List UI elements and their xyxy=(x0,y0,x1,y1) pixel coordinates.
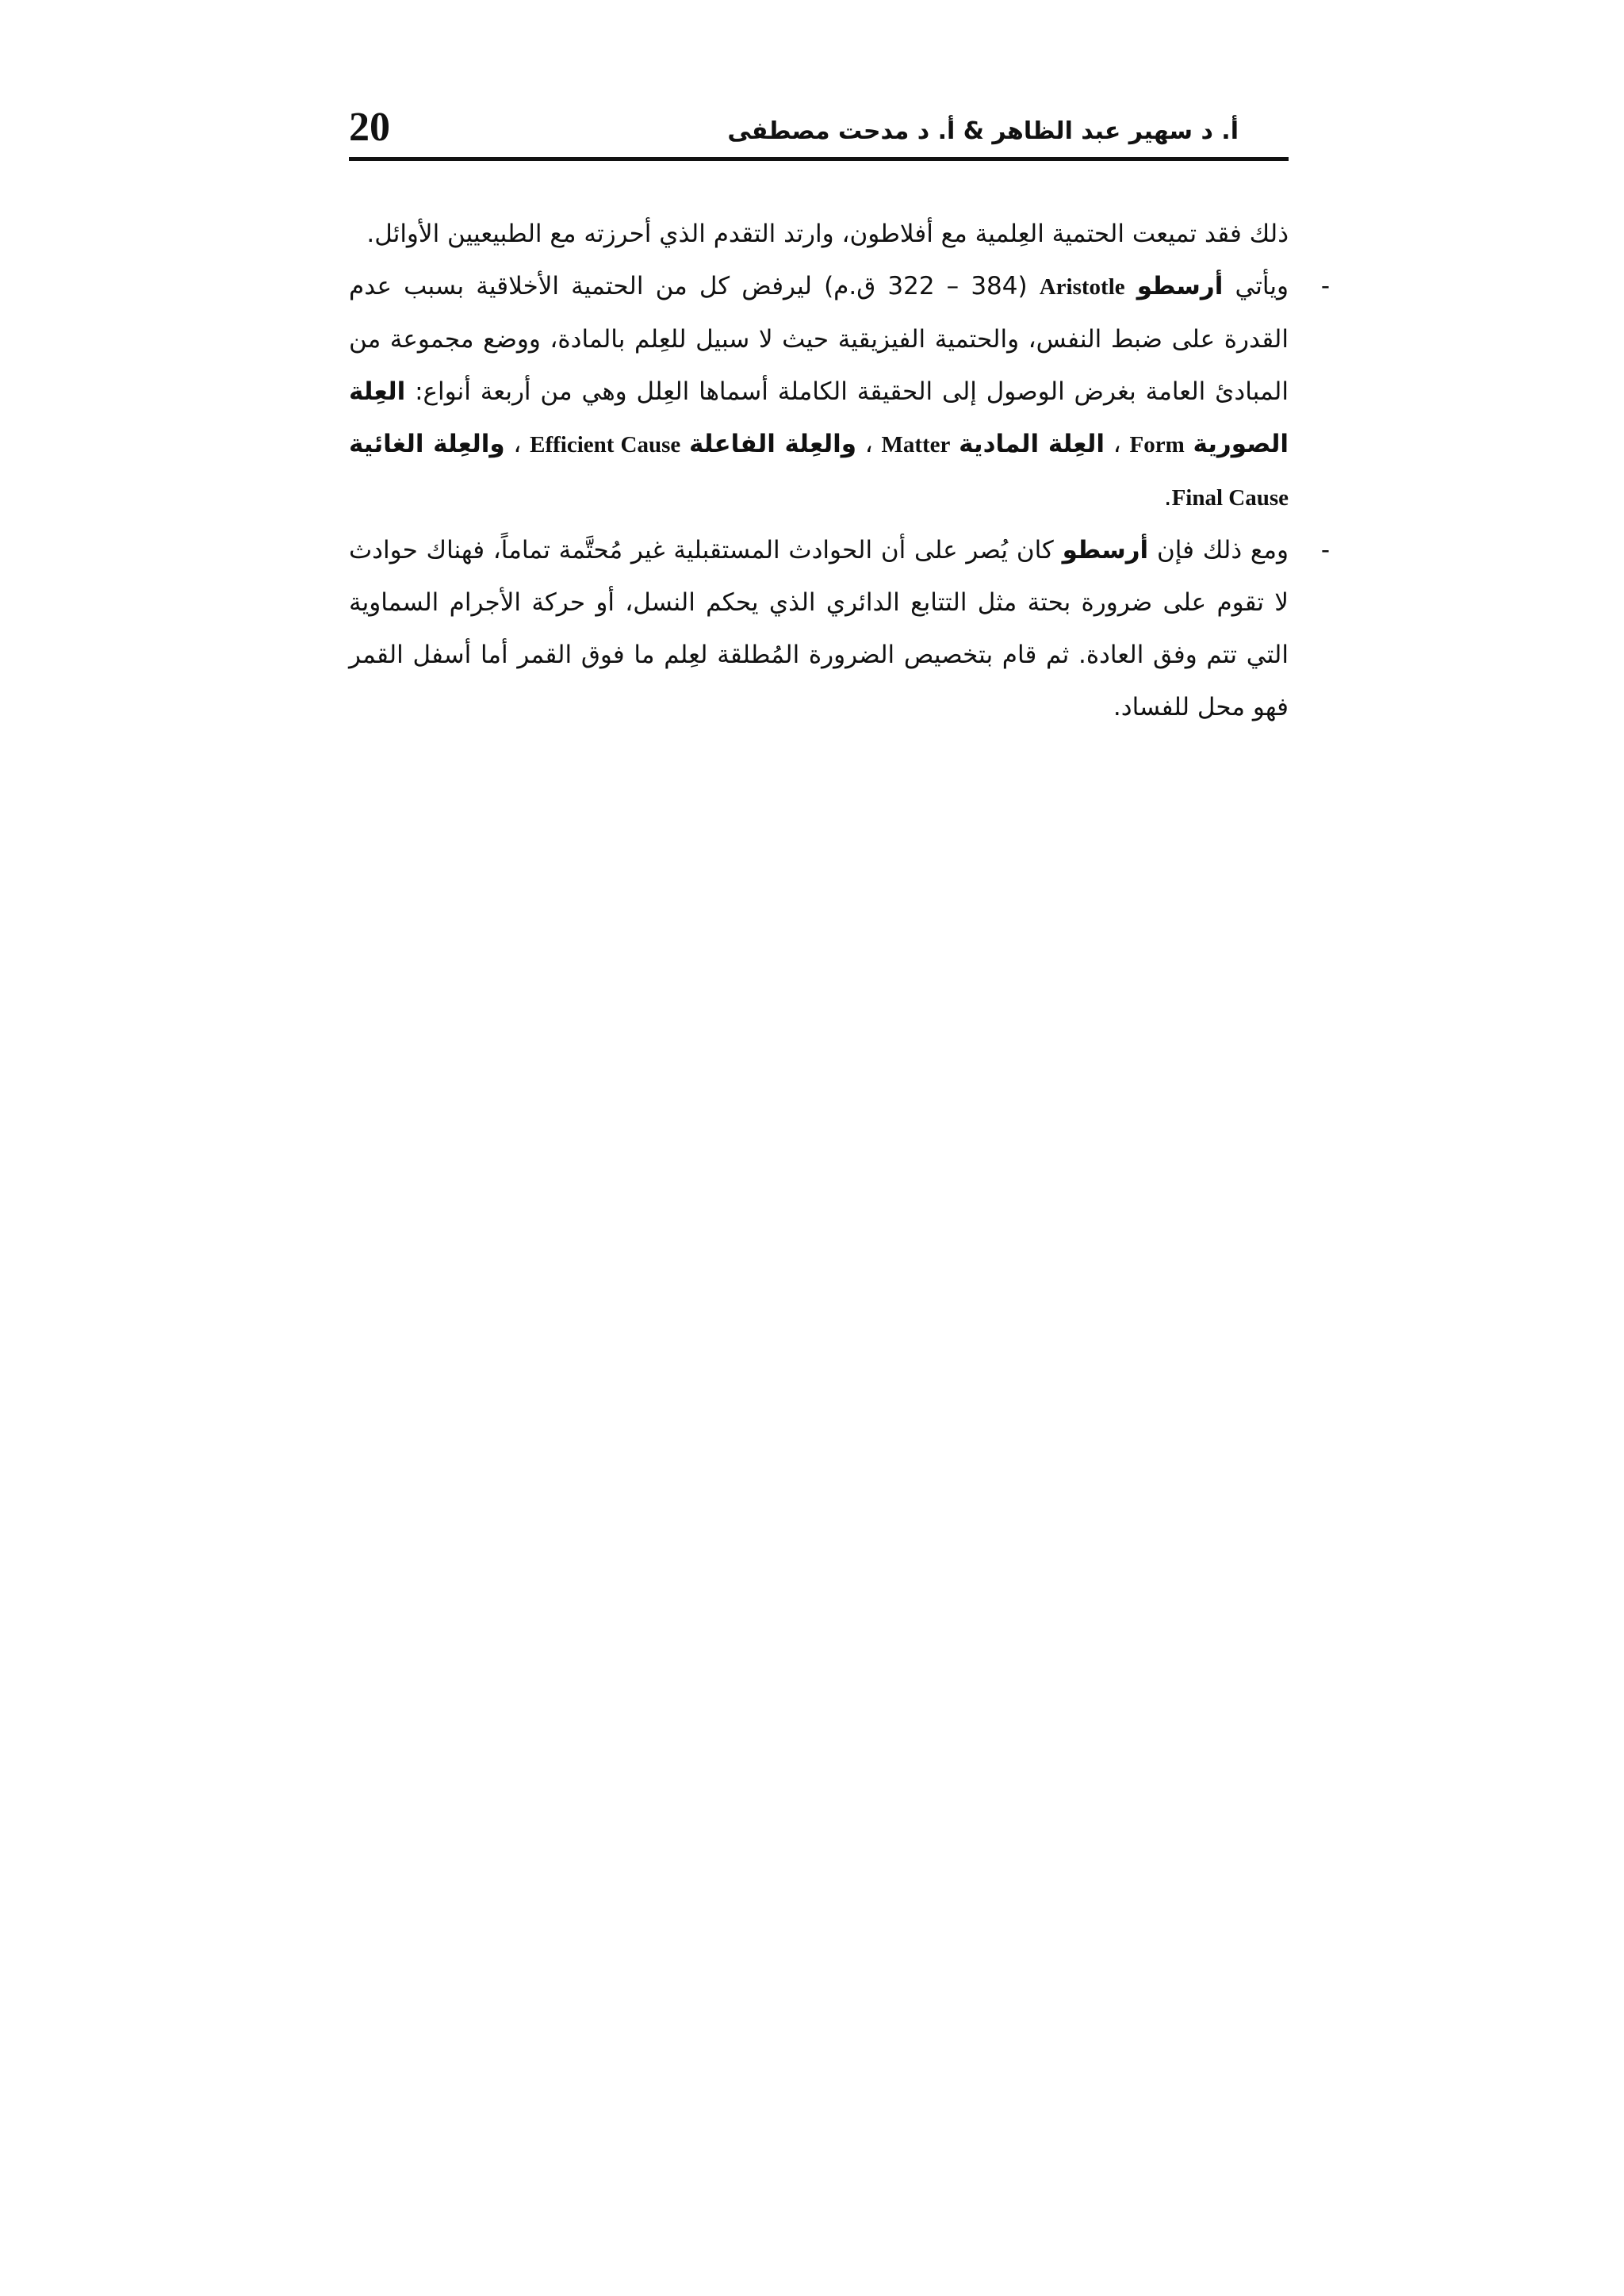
intro-paragraph: ذلك فقد تميعت الحتمية العِلمية مع أفلاطون، وارتد التقدم الذي أحرزته مع الطبيعيين الأوائل. xyxy=(366,220,1289,248)
term-aristotle-en: Aristotle xyxy=(1039,274,1125,300)
material-cause-en: Matter xyxy=(881,432,951,457)
page-number: 20 xyxy=(349,105,390,150)
separator-3: ، xyxy=(504,430,530,458)
efficient-cause-ar: والعِلة الفاعلة xyxy=(689,430,856,458)
separator-2: ، xyxy=(856,430,882,458)
bullet1-text: ليرفض كل من الحتمية الأخلاقية بسبب عدم القدرة على ضبط النفس، والحتمية الفيزيقية حيث لا سبيل للعِلم بالمادة، ووضع مجموعة من المبادئ العامة بغرض الوصول إلى الحقيقة الكاملة أسماها العِلل وهي من أربعة أنواع: xyxy=(349,272,1289,406)
formal-cause-en: Form xyxy=(1129,432,1185,457)
bullet1-end: . xyxy=(1163,483,1172,511)
final-cause-en: Final Cause xyxy=(1171,485,1289,511)
bullet-dash: - xyxy=(1320,272,1330,300)
header-rule xyxy=(349,157,1289,161)
running-head-authors: أ. د سهير عبد الظاهر & أ. د مدحت مصطفى xyxy=(727,117,1239,145)
term-aristotle-ar: أرسطو xyxy=(1136,272,1224,300)
bullet-dash: - xyxy=(1320,536,1330,564)
bullet1-lead: ويأتي xyxy=(1223,272,1289,300)
efficient-cause-en: Efficient Cause xyxy=(530,432,681,457)
aristotle-dates: (384 – 322 ق.م) xyxy=(824,272,1028,300)
page-header xyxy=(349,101,1289,154)
formal-cause-ar: العِلة الصورية xyxy=(349,377,1289,458)
final-cause-ar: والعِلة الغائية xyxy=(349,430,505,458)
term-aristotle-ar-2: أرسطو xyxy=(1062,536,1149,564)
bullet-paragraph-necessity xyxy=(349,524,1330,733)
bullet2-text: كان يُصر على أن الحوادث المستقبلية غير مُحتَّمة تماماً، فهناك حوادث لا تقوم على ضرورة بحتة مثل التتابع الدائري الذي يحكم النسل، أو حركة الأجرام السماوية التي تتم وفق العادة. ثم قام بتخصيص الضرورة المُطلقة لعِلم ما فوق القمر أما أسفل القمر فهو محل للفساد. xyxy=(349,536,1289,721)
body-text xyxy=(349,208,1330,733)
bullet2-lead: ومع ذلك فإن xyxy=(1148,536,1289,564)
bullet-paragraph-aristotle-causes xyxy=(349,260,1330,524)
separator-1: ، xyxy=(1105,430,1130,458)
material-cause-ar: العِلة المادية xyxy=(959,430,1105,458)
